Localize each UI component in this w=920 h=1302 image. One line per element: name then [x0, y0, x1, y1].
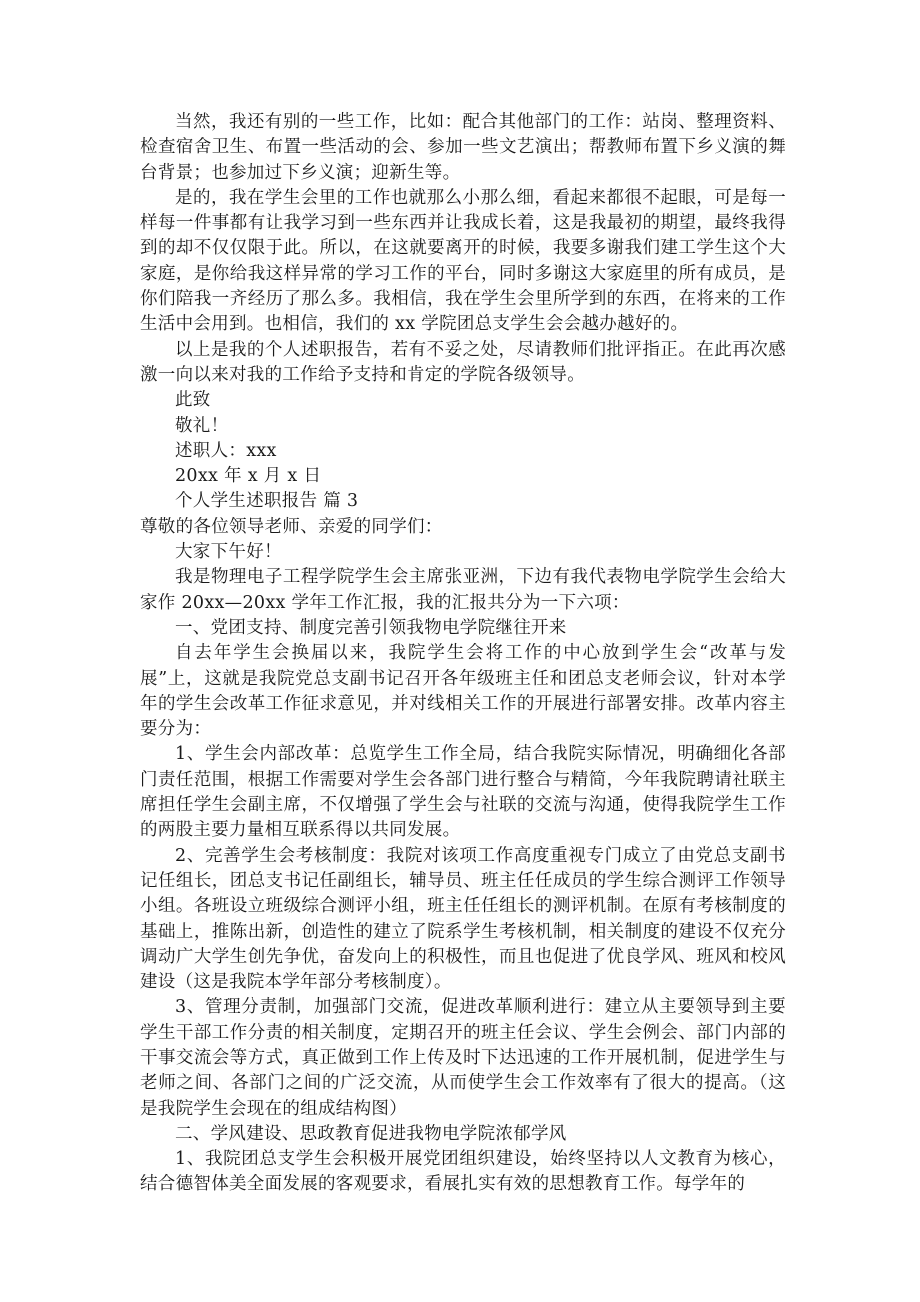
paragraph: 二、学风建设、思政教育促进我物电学院浓郁学风 [175, 1123, 567, 1144]
paragraph: 当然，我还有别的一些工作，比如：配合其他部门的工作：站岗、整理资料、检查宿舍卫生、布置一些活动的会、参加一些文艺演出；帮教师布置下乡义演的舞台背景；也参加过下乡义演；迎新生等。 [140, 112, 786, 183]
paragraph: 2、完善学生会考核制度：我院对该项工作高度重视专门成立了由党总支副书记任组长，团总支书记任副组长，辅导员、班主任任成员的学生综合测评工作领导小组。各班设立班级综合测评小组，班主任任组长的测评机制。在原有考核制度的基础上，推陈出新，创造性的建立了院系学生考核机制，相关制度的建设不仅充分调动广大学生创先争优，奋发向上的积极性，而且也促进了优良学风、班风和校风建设（这是我院本学年部分考核制度）。 [140, 845, 786, 993]
paragraph: 述职人：xxx [175, 440, 277, 461]
paragraph: 一、党团支持、制度完善引领我物电学院继往开来 [175, 617, 567, 638]
paragraph: 自去年学生会换届以来，我院学生会将工作的中心放到学生会“改革与发展”上，这就是我院党总支副书记召开各年级班主任和团总支老师会议，针对本学年的学生会改革工作征求意见，并对线相关工作的开展进行部署安排。改革内容主要分为： [140, 643, 786, 740]
paragraph: 是的，我在学生会里的工作也就那么小那么细，看起来都很不起眼，可是每一样每一件事都有让我学习到一些东西并让我成长着，这是我最初的期望，最终我得到的却不仅仅限于此。所以，在这就要离开的时候，我要多谢我们建工学生这个大家庭，是你给我这样异常的学习工作的平台，同时多谢这大家庭里的所有成员，是你们陪我一齐经历了那么多。我相信，我在学生会里所学到的东西，在将来的工作生活中会用到。也相信，我们的 xx 学院团总支学生会会越办越好的。 [140, 187, 786, 335]
paragraph: 尊敬的各位领导老师、亲爱的同学们： [140, 516, 443, 537]
paragraph: 3、管理分责制，加强部门交流，促进改革顺利进行：建立从主要领导到主要学生干部工作分责的相关制度，定期召开的班主任会议、学生会例会、部门内部的干事交流会等方式，真正做到工作上传及时下达迅速的工作开展机制，促进学生与老师之间、各部门之间的广泛交流，从而使学生会工作效率有了很大的提高。（这是我院学生会现在的组成结构图） [140, 997, 786, 1119]
paragraph: 1、学生会内部改革：总览学生工作全局，结合我院实际情况，明确细化各部门责任范围，根据工作需要对学生会各部门进行整合与精简，今年我院聘请社联主席担任学生会副主席，不仅增强了学生会与社联的交流与沟通，使得我院学生工作的两股主要力量相互联系得以共同发展。 [140, 744, 786, 841]
document-page [140, 110, 786, 1198]
paragraph: 1、我院团总支学生会积极开展党团组织建设，始终坚持以人文教育为核心，结合德智体美全面发展的客观要求，看展扎实有效的思想教育工作。每学年的 [140, 1149, 786, 1195]
paragraph: 敬礼！ [175, 415, 229, 436]
paragraph: 个人学生述职报告 篇 3 [175, 491, 359, 512]
paragraph: 此致 [175, 390, 211, 411]
paragraph: 20xx 年 x 月 x 日 [175, 466, 322, 487]
paragraph: 我是物理电子工程学院学生会主席张亚洲，下边有我代表物电学院学生会给大家作 20xx—20xx 学年工作汇报，我的汇报共分为一下六项： [140, 567, 786, 613]
paragraph: 以上是我的个人述职报告，若有不妥之处，尽请教师们批评指正。在此再次感激一向以来对我的工作给予支持和肯定的学院各级领导。 [140, 339, 786, 385]
paragraph: 大家下午好！ [175, 542, 282, 563]
